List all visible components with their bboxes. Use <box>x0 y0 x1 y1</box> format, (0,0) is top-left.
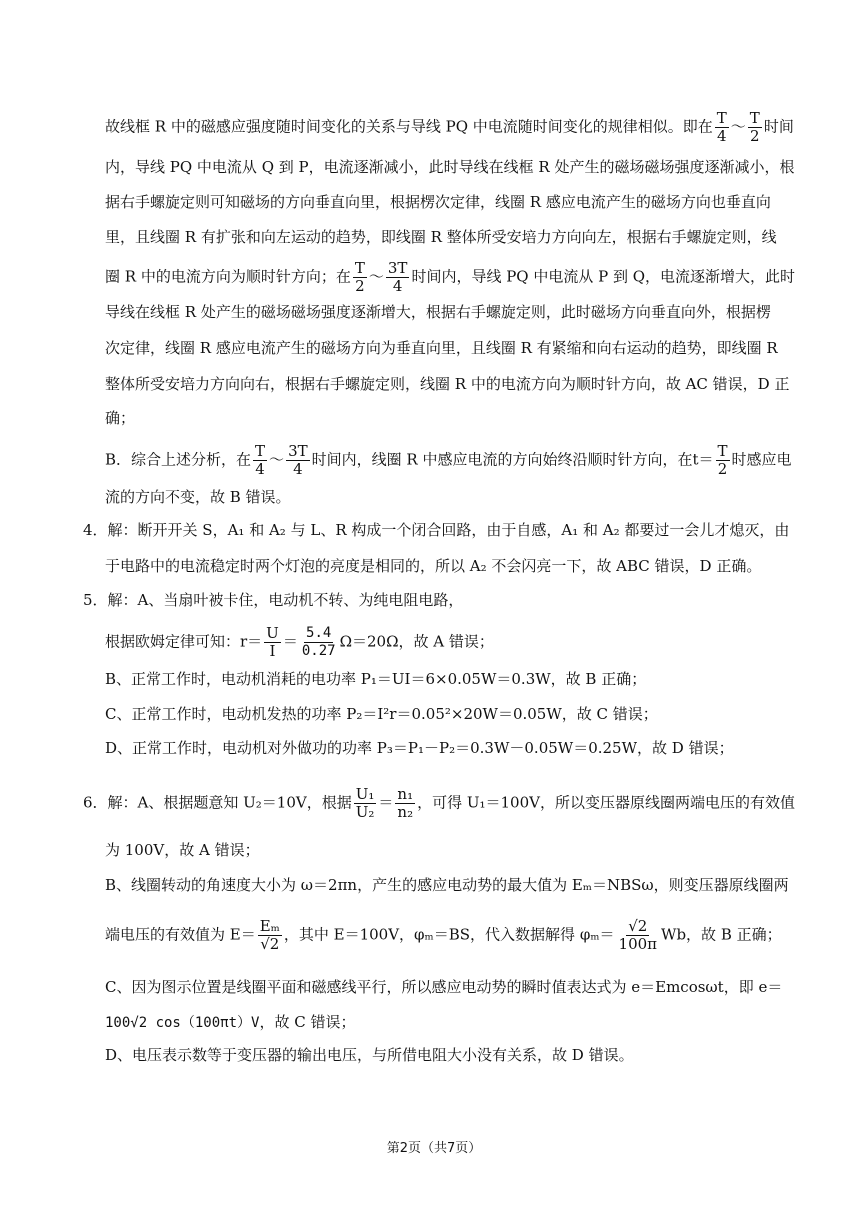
fraction: $\frac{\text{n₁}}{\text{n₂}}$ <box>397 785 414 821</box>
text-segment: Ω＝20Ω，故 A 错误； <box>339 632 494 651</box>
text-segment: 圈 R 中的电流方向为顺时针方向；在 <box>105 267 351 286</box>
text-segment: ＝ <box>378 793 394 812</box>
text-line: 整体所受安培力方向向右，根据右手螺旋定则，线圈 R 中的电流方向为顺时针方向，故 AC 错误，D 正 <box>105 375 790 393</box>
text-line <box>105 443 792 478</box>
text-segment: 根据欧姆定律可知：r＝ <box>105 632 263 651</box>
text-line: 次定律，线圈 R 感应电流产生的磁场方向为垂直向里，且线圈 R 有紧缩和向右运动的趋势，即线圈 R <box>105 339 778 357</box>
range-separator: ～ <box>730 117 746 136</box>
text-line <box>105 918 782 953</box>
text-line: 导线在线框 R 处产生的磁场磁场强度逐渐增大，根据右手螺旋定则，此时磁场方向垂直向外，根据楞 <box>105 303 771 321</box>
range-separator: ～ <box>368 267 384 286</box>
text-line: 4．解：断开开关 S，A₁ 和 A₂ 与 L、R 构成一个闭合回路，由于自感，A₁ 和 A₂ 都要过一会儿才熄灭，由 <box>83 521 790 539</box>
fraction: $\frac{3T}{4}$ <box>288 442 308 478</box>
text-line: 为 100V，故 A 错误； <box>105 841 260 859</box>
text-segment: 6．解：A、根据题意知 U₂＝10V，根据 <box>83 793 352 812</box>
text-line: 于电路中的电流稳定时两个灯泡的亮度是相同的，所以 A₂ 不会闪亮一下，故 ABC 错误，D 正确。 <box>105 557 762 575</box>
text-segment: ，其中 E＝100V，φₘ＝BS，代入数据解得 φₘ＝ <box>283 925 615 944</box>
text-line: 5．解：A、当扇叶被卡住，电动机不转、为纯电阻电路， <box>83 591 464 609</box>
text-segment: 时间 <box>763 117 794 136</box>
text-line: B、正常工作时，电动机消耗的电功率 P₁＝UI＝6×0.05W＝0.3W，故 B 正确； <box>105 670 647 688</box>
fraction: $\frac{3T}{4}$ <box>387 259 408 295</box>
fraction: $\frac{T}{4}$ <box>716 109 727 145</box>
text-segment: 时感应电 <box>731 450 792 469</box>
text-segment: ＝ <box>282 632 298 651</box>
page-number: 第2页（共7页） <box>386 1141 482 1156</box>
fraction: $\frac{\text{U₁}}{\text{U₂}}$ <box>355 785 375 821</box>
text-segment: ，可得 U₁＝100V，所以变压器原线圈两端电压的有效值 <box>417 793 795 812</box>
fraction: $\frac{T}{2}$ <box>717 442 728 478</box>
text-line <box>105 1012 355 1033</box>
text-line <box>83 786 795 821</box>
text-line: D、电压表示数等于变压器的输出电压，与所借电阻大小没有关系，故 D 错误。 <box>105 1046 634 1064</box>
text-segment: Wb，故 B 正确； <box>661 925 782 944</box>
fraction: $\frac{T}{2}$ <box>354 259 365 295</box>
text-line: 内，导线 PQ 中电流从 Q 到 P，电流逐渐减小，此时导线在线框 R 处产生的磁场磁场强度逐渐减小，根 <box>105 158 795 176</box>
text-line: C、因为图示位置是线圈平面和磁感线平行，所以感应电动势的瞬时值表达式为 e＝Emcosωt，即 e＝ <box>105 978 783 996</box>
text-segment: t＝ <box>692 450 714 469</box>
text-line: C、正常工作时，电动机发热的功率 P₂＝I²r＝0.05²×20W＝0.05W，故 C 错误； <box>105 705 658 723</box>
text-segment: 端电压的有效值为 E＝ <box>105 925 256 944</box>
fraction: $\frac{\text{Eₘ}}{√2}$ <box>259 917 280 953</box>
fraction: $\frac{U}{I}$ <box>266 624 279 660</box>
text-segment: ，故 C 错误； <box>259 1013 356 1031</box>
text-line <box>105 260 795 295</box>
fraction: $\frac{√2}{100\pi}$ <box>618 917 658 953</box>
text-line <box>105 625 494 660</box>
text-line: D、正常工作时，电动机对外做功的功率 P₃＝P₁－P₂＝0.3W－0.05W＝0.25W，故 D 错误； <box>105 739 734 757</box>
text-segment: B．综合上述分析，在 <box>105 450 252 469</box>
text-line: 据右手螺旋定则可知磁场的方向垂直向里，根据楞次定律，线圈 R 感应电流产生的磁场方向也垂直向 <box>105 193 771 211</box>
text-segment: 故线框 R 中的磁感应强度随时间变化的关系与导线 PQ 中电流随时间变化的规律相似。即在 <box>105 117 713 136</box>
text-line: 里，且线圈 R 有扩张和向左运动的趋势，即线圈 R 整体所受安培力方向向左，根据右手螺旋定则，线 <box>105 228 777 246</box>
text-line: B、线圈转动的角速度大小为 ω＝2πn，产生的感应电动势的最大值为 Eₘ＝NBSω，则变压器原线圈两 <box>105 876 789 894</box>
fraction: $\frac{5.4}{0.27}$ <box>301 625 336 659</box>
text-segment: 时间内，线圈 R 中感应电流的方向始终沿顺时针方向，在 <box>311 450 693 469</box>
fraction: $\frac{T}{2}$ <box>749 109 760 145</box>
text-segment: 时间内，导线 PQ 中电流从 P 到 Q，电流逐渐增大，此时 <box>411 267 796 286</box>
formula: 100√2 cos（100πt）V <box>105 1015 260 1031</box>
fraction: $\frac{T}{4}$ <box>255 442 266 478</box>
range-separator: ～ <box>269 450 285 469</box>
text-line <box>105 110 794 145</box>
text-line: 确； <box>105 409 136 427</box>
text-line: 流的方向不变，故 B 错误。 <box>105 488 291 506</box>
